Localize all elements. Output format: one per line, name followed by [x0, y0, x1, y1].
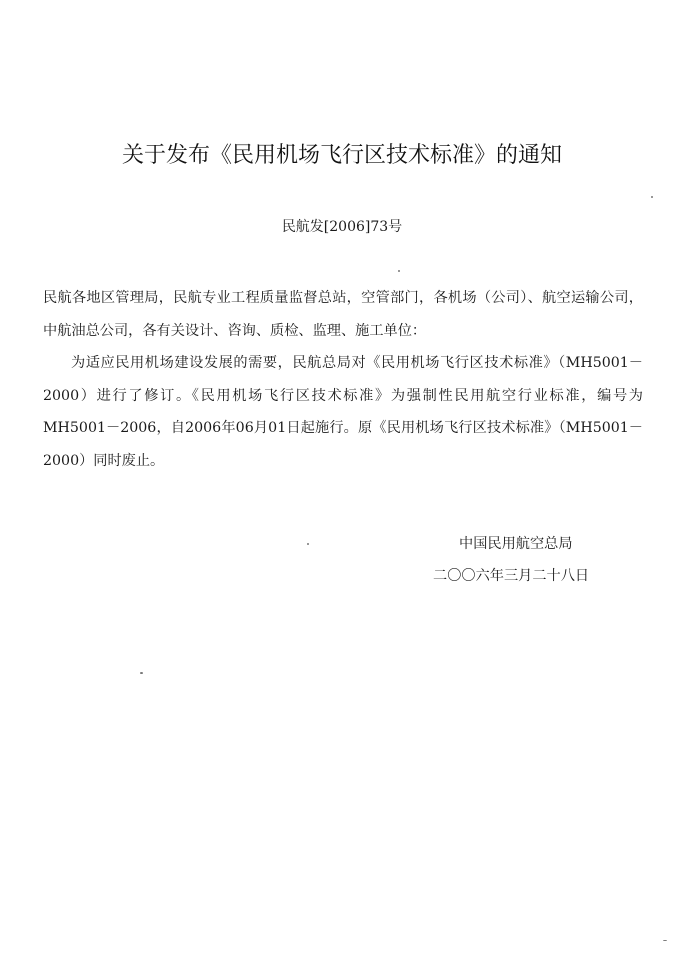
scan-speck — [398, 270, 400, 272]
addressee-paragraph: 民航各地区管理局，民航专业工程质量监督总站，空管部门，各机场（公司）、航空运输公司，中航油总公司，各有关设计、咨询、质检、监理、施工单位： — [43, 290, 643, 339]
issuing-organization: 中国民用航空总局 — [459, 536, 573, 552]
scan-speck — [307, 543, 309, 545]
document-body — [43, 282, 643, 477]
body-paragraph: 为适应民用机场建设发展的需要，民航总局对《民用机场飞行区技术标准》（MH5001－2000）进行了修订。《民用机场飞行区技术标准》为强制性民用航空行业标准，编号为MH5001－2006，自2006年06月01日起施行。原《民用机场飞行区技术标准》（MH5001－2000）同时废止。 — [43, 355, 643, 469]
signature-block — [420, 528, 650, 592]
scan-speck — [140, 672, 143, 674]
issue-date: 二〇〇六年三月二十八日 — [433, 568, 590, 584]
document-title: 关于发布《民用机场飞行区技术标准》的通知 — [121, 143, 562, 168]
document-number: 民航发[2006]73号 — [281, 219, 403, 235]
scan-speck — [663, 940, 667, 941]
scan-speck — [651, 196, 653, 198]
